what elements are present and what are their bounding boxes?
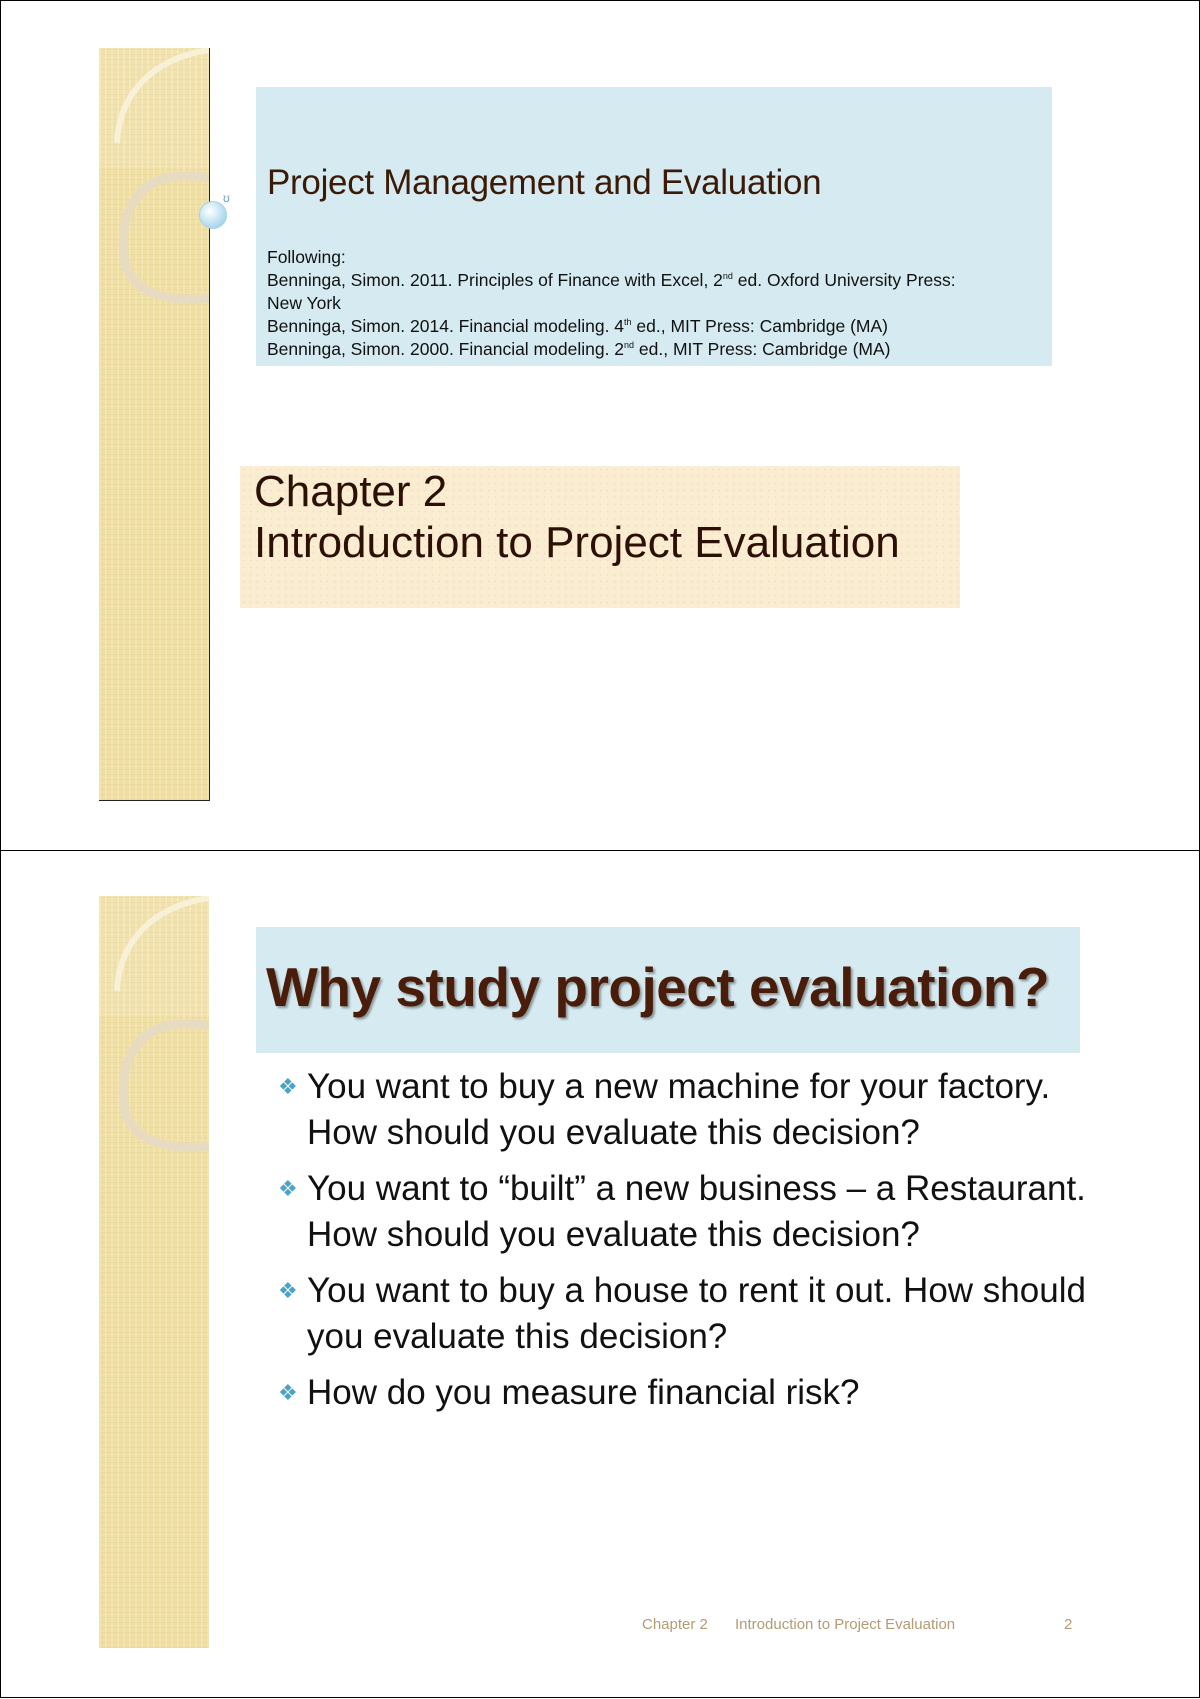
chapter-box (240, 466, 960, 608)
swirl-decoration (99, 48, 209, 800)
sidebar-decoration (99, 896, 209, 1648)
chapter-title: Introduction to Project Evaluation (254, 518, 900, 567)
chapter-number: Chapter 2 (254, 467, 448, 516)
list-item: ❖ How do you measure financial risk? (278, 1370, 1098, 1416)
diamond-bullet-icon: ❖ (278, 1380, 298, 1405)
diamond-bullet-icon: ❖ (278, 1176, 298, 1201)
page-title: Project Management and Evaluation (267, 163, 822, 202)
reference-1: Benninga, Simon. 2011. Principles of Finance with Excel, 2nd ed. Oxford University Press: (267, 270, 956, 290)
swirl-icon: ʊ (223, 191, 230, 205)
slide-title: Why study project evaluation? (266, 956, 1050, 1018)
slide-2 (0, 851, 1200, 1699)
references-label: Following: (267, 247, 346, 267)
slide-1 (0, 0, 1200, 848)
footer-title: Introduction to Project Evaluation (735, 1616, 956, 1633)
bullet-list (278, 1064, 1098, 1426)
references (267, 246, 1047, 361)
list-item: ❖ You want to buy a new machine for your factory. How should you evaluate this decision? (278, 1064, 1098, 1156)
sidebar-decoration (99, 48, 210, 801)
reference-3: Benninga, Simon. 2000. Financial modeling. 2nd ed., MIT Press: Cambridge (MA) (267, 339, 891, 359)
diamond-bullet-icon: ❖ (278, 1074, 298, 1099)
list-item: ❖ You want to “built” a new business – a Restaurant. How should you evaluate this decision? (278, 1166, 1098, 1258)
swirl-decoration (99, 896, 209, 1648)
reference-2: Benninga, Simon. 2014. Financial modeling. 4th ed., MIT Press: Cambridge (MA) (267, 316, 888, 336)
title-box (256, 87, 1052, 366)
title-box (256, 927, 1080, 1053)
diamond-bullet-icon: ❖ (278, 1278, 298, 1303)
reference-1-continued: New York (267, 293, 341, 313)
footer-chapter: Chapter 2 (642, 1616, 708, 1633)
bubble-icon (199, 201, 227, 229)
page-number: 2 (1064, 1616, 1073, 1633)
list-item: ❖ You want to buy a house to rent it out. How should you evaluate this decision? (278, 1268, 1098, 1360)
